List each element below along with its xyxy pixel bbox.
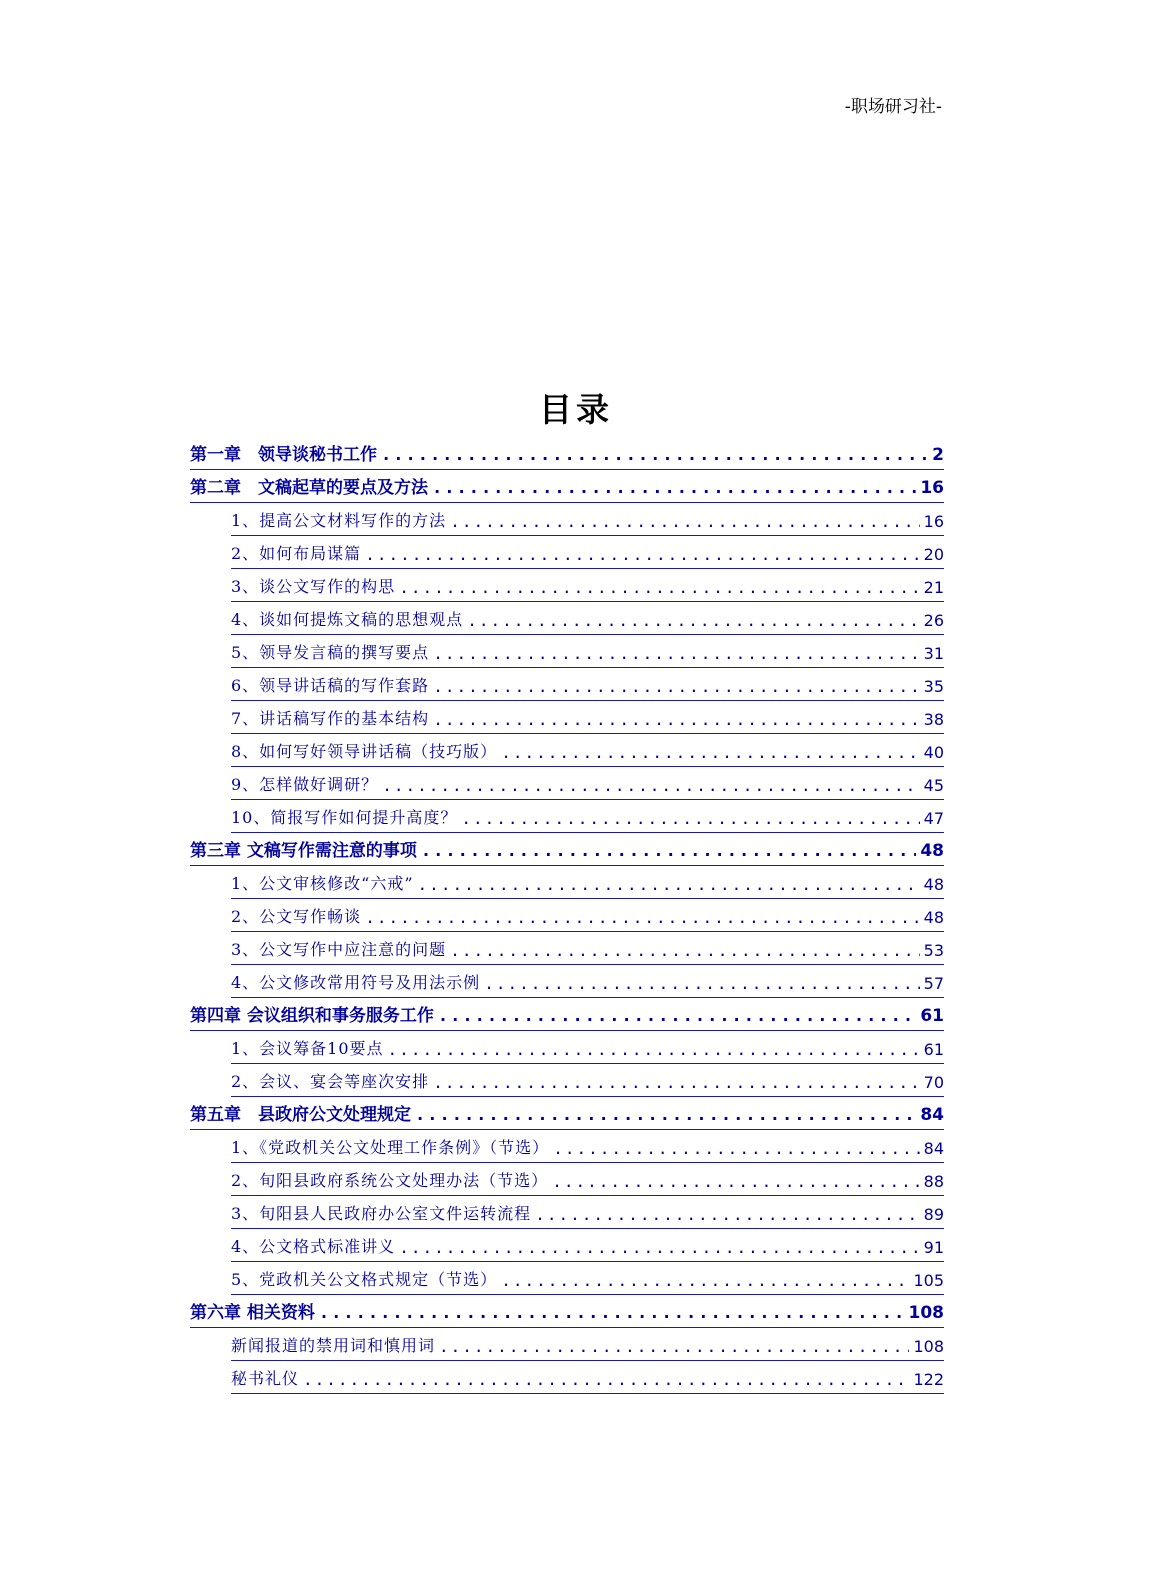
- toc-entry-title: 10、简报写作如何提升高度？: [231, 808, 458, 827]
- toc-page-number: 84: [920, 1105, 944, 1125]
- toc-entry-title: 第二章 文稿起草的要点及方法: [190, 478, 428, 498]
- toc-entry-title: 第四章 会议组织和事务服务工作: [190, 1006, 434, 1026]
- toc-entry-title: 9、怎样做好调研？: [231, 775, 379, 794]
- toc-dot-leader: [365, 545, 919, 564]
- toc-page-number: 70: [923, 1073, 944, 1092]
- toc-section-link[interactable]: [231, 701, 944, 734]
- toc-entry-title: 秘书礼仪: [231, 1369, 300, 1388]
- toc-dot-leader: [433, 644, 919, 663]
- toc-page-number: 61: [923, 1040, 944, 1059]
- toc-dot-leader: [421, 841, 916, 861]
- toc-page-number: 2: [932, 445, 944, 465]
- toc-section-link[interactable]: [231, 965, 944, 998]
- toc-entry-title: 3、旬阳县人民政府办公室文件运转流程: [231, 1204, 532, 1223]
- toc-section-link[interactable]: [231, 767, 944, 800]
- toc-page-number: 45: [923, 776, 944, 795]
- toc-page-number: 91: [923, 1238, 944, 1257]
- toc-entry-title: 1、会议筹备10要点: [231, 1039, 384, 1058]
- toc-dot-leader: [381, 445, 928, 465]
- toc-page-number: 89: [923, 1205, 944, 1224]
- toc-page-number: 38: [923, 710, 944, 729]
- toc-page-number: 16: [920, 478, 944, 498]
- toc-page-number: 20: [923, 545, 944, 564]
- toc-page-number: 40: [923, 743, 944, 762]
- toc-dot-leader: [553, 1139, 919, 1158]
- toc-entry-title: 5、党政机关公文格式规定（节选）: [231, 1270, 498, 1289]
- toc-dot-leader: [415, 1105, 916, 1125]
- toc-dot-leader: [319, 1303, 905, 1323]
- toc-section-link[interactable]: [231, 1328, 944, 1361]
- toc-page-number: 108: [913, 1337, 944, 1356]
- toc-section-link[interactable]: [231, 602, 944, 635]
- toc-chapter-link[interactable]: [190, 1097, 944, 1130]
- toc-section-link[interactable]: [231, 1064, 944, 1097]
- toc-page-number: 47: [923, 809, 944, 828]
- toc-entry-title: 4、公文修改常用符号及用法示例: [231, 973, 481, 992]
- toc-dot-leader: [365, 908, 919, 927]
- toc-entry-title: 8、如何写好领导讲话稿（技巧版）: [231, 742, 498, 761]
- toc-page-number: 31: [923, 644, 944, 663]
- toc-page-number: 16: [923, 512, 944, 531]
- table-of-contents: [190, 437, 944, 1394]
- toc-section-link[interactable]: [231, 1130, 944, 1163]
- toc-page-number: 105: [913, 1271, 944, 1290]
- toc-chapter-link[interactable]: [190, 1295, 944, 1328]
- toc-entry-title: 7、讲话稿写作的基本结构: [231, 709, 430, 728]
- toc-section-link[interactable]: [231, 1163, 944, 1196]
- toc-section-link[interactable]: [231, 1361, 944, 1394]
- toc-section-link[interactable]: [231, 1229, 944, 1262]
- toc-page-number: 48: [920, 841, 944, 861]
- toc-dot-leader: [433, 677, 919, 696]
- toc-entry-title: 1、提高公文材料写作的方法: [231, 511, 447, 530]
- toc-entry-title: 2、如何布局谋篇: [231, 544, 362, 563]
- toc-dot-leader: [433, 1073, 919, 1092]
- toc-section-link[interactable]: [231, 932, 944, 965]
- toc-entry-title: 2、会议、宴会等座次安排: [231, 1072, 430, 1091]
- toc-dot-leader: [303, 1370, 909, 1389]
- toc-entry-title: 3、公文写作中应注意的问题: [231, 940, 447, 959]
- toc-page-number: 84: [923, 1139, 944, 1158]
- toc-dot-leader: [535, 1205, 919, 1224]
- toc-entry-title: 4、公文格式标准讲义: [231, 1237, 396, 1256]
- toc-chapter-link[interactable]: [190, 437, 944, 470]
- toc-entry-title: 第六章 相关资料: [190, 1303, 315, 1323]
- toc-page-number: 26: [923, 611, 944, 630]
- toc-entry-title: 新闻报道的禁用词和慎用词: [231, 1336, 436, 1355]
- toc-page-number: 21: [923, 578, 944, 597]
- toc-dot-leader: [461, 809, 919, 828]
- toc-section-link[interactable]: [231, 503, 944, 536]
- toc-section-link[interactable]: [231, 800, 944, 833]
- toc-chapter-link[interactable]: [190, 470, 944, 503]
- toc-chapter-link[interactable]: [190, 998, 944, 1031]
- toc-section-link[interactable]: [231, 866, 944, 899]
- toc-entry-title: 1、《党政机关公文处理工作条例》（节选）: [231, 1138, 550, 1157]
- toc-section-link[interactable]: [231, 1262, 944, 1295]
- toc-page-number: 53: [923, 941, 944, 960]
- toc-dot-leader: [501, 1271, 909, 1290]
- toc-section-link[interactable]: [231, 569, 944, 602]
- toc-section-link[interactable]: [231, 536, 944, 569]
- toc-page-number: 48: [923, 908, 944, 927]
- toc-dot-leader: [484, 974, 919, 993]
- toc-page-number: 61: [920, 1006, 944, 1026]
- toc-dot-leader: [438, 1006, 916, 1026]
- toc-page-number: 48: [923, 875, 944, 894]
- toc-entry-title: 5、领导发言稿的撰写要点: [231, 643, 430, 662]
- toc-dot-leader: [450, 512, 919, 531]
- toc-entry-title: 6、领导讲话稿的写作套路: [231, 676, 430, 695]
- toc-dot-leader: [501, 743, 919, 762]
- toc-entry-title: 4、谈如何提炼文稿的思想观点: [231, 610, 464, 629]
- toc-section-link[interactable]: [231, 899, 944, 932]
- page-header: -职场研习社-: [844, 97, 942, 117]
- toc-section-link[interactable]: [231, 734, 944, 767]
- toc-entry-title: 第一章 领导谈秘书工作: [190, 445, 377, 465]
- toc-chapter-link[interactable]: [190, 833, 944, 866]
- toc-dot-leader: [439, 1337, 909, 1356]
- toc-section-link[interactable]: [231, 635, 944, 668]
- toc-title: 目录: [539, 390, 613, 429]
- toc-dot-leader: [399, 578, 919, 597]
- toc-dot-leader: [382, 776, 919, 795]
- toc-dot-leader: [432, 478, 916, 498]
- toc-entry-title: 2、公文写作畅谈: [231, 907, 362, 926]
- toc-dot-leader: [450, 941, 919, 960]
- toc-page-number: 122: [913, 1370, 944, 1389]
- toc-section-link[interactable]: [231, 1031, 944, 1064]
- toc-page-number: 35: [923, 677, 944, 696]
- toc-section-link[interactable]: [231, 1196, 944, 1229]
- toc-dot-leader: [552, 1172, 919, 1191]
- toc-dot-leader: [399, 1238, 919, 1257]
- toc-entry-title: 1、公文审核修改“六戒”: [231, 874, 414, 893]
- toc-dot-leader: [418, 875, 920, 894]
- toc-entry-title: 第五章 县政府公文处理规定: [190, 1105, 411, 1125]
- toc-dot-leader: [433, 710, 919, 729]
- toc-section-link[interactable]: [231, 668, 944, 701]
- toc-page-number: 57: [923, 974, 944, 993]
- toc-entry-title: 2、旬阳县政府系统公文处理办法（节选）: [231, 1171, 549, 1190]
- toc-page-number: 108: [908, 1303, 944, 1323]
- toc-entry-title: 第三章 文稿写作需注意的事项: [190, 841, 417, 861]
- toc-entry-title: 3、谈公文写作的构思: [231, 577, 396, 596]
- toc-dot-leader: [467, 611, 919, 630]
- toc-page-number: 88: [923, 1172, 944, 1191]
- toc-dot-leader: [388, 1040, 920, 1059]
